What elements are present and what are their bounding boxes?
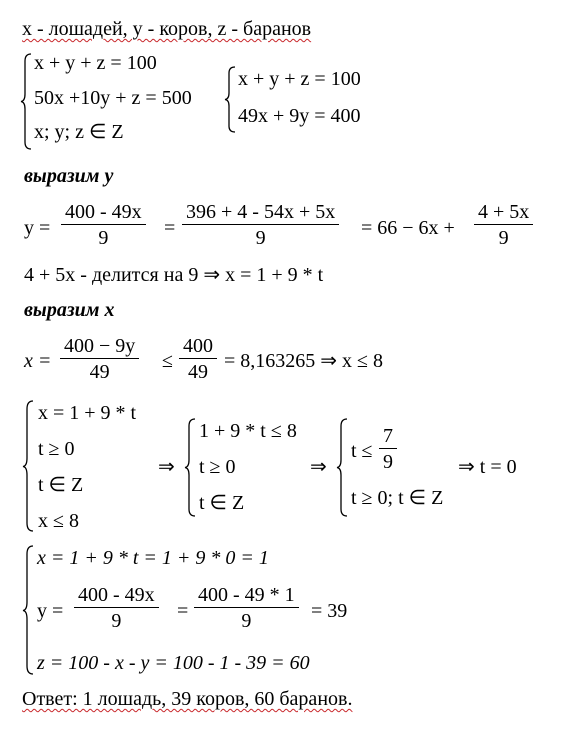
implies-arrow-1: ⇒ [158,456,175,478]
system3-y-fraction-1 [76,585,157,631]
system2-left-line-3: t ∈ Z [38,474,84,496]
fraction-denominator: 9 [182,224,339,248]
express-y-fraction-3 [476,202,531,248]
divisibility-statement: 4 + 5x - делится на 9 ⇒ x = 1 + 9 * t [24,264,324,286]
system1-eq2: 50x +10y + z = 500 [34,87,192,109]
express-x-lhs: x = [24,350,52,372]
system2-mid-line-3: t ∈ Z [199,492,245,514]
system2-result: ⇒ t = 0 [458,456,517,478]
system2-mid-line-1: 1 + 9 * t ≤ 8 [199,420,297,442]
fraction-numerator: 400 - 49 * 1 [198,584,295,606]
system2-right-line-2: t ≥ 0; t ∈ Z [351,487,444,509]
implies-arrow-2: ⇒ [310,456,327,478]
system3-y-lhs: y = [37,600,64,622]
variables-definition: x - лошадей, y - коров, z - баранов [22,18,312,40]
fraction-numerator: 400 − 9y [64,335,136,357]
fraction-numerator: 7 [383,425,393,447]
express-x-tail: = 8,163265 ⇒ x ≤ 8 [224,350,384,372]
express-x-fraction-1 [62,336,137,382]
system3-left-brace [23,545,35,675]
system2-left-line-2: t ≥ 0 [38,438,75,460]
system1-eq4: x + y + z = 100 [238,68,361,90]
fraction-numerator: 400 - 49x [65,201,142,223]
system2-right-brace [337,418,349,518]
fraction-numerator: 400 [183,335,213,357]
system1-right-brace [225,66,237,133]
answer-line: Ответ: 1 лошадь, 39 коров, 60 баранов. [22,688,353,710]
less-equal-sign: ≤ [162,350,173,372]
system1-eq5: 49x + 9y = 400 [238,105,361,127]
system2-left-line-4: x ≤ 8 [38,510,79,532]
express-x-fraction-2 [181,336,215,382]
system2-right-t-le: t ≤ [351,440,373,462]
fraction-denominator: 9 [74,607,159,631]
system2-mid-line-2: t ≥ 0 [199,456,236,478]
fraction-numerator: 4 + 5x [478,201,530,223]
system2-middle-brace [185,418,197,518]
equals-sign: = [177,600,189,622]
fraction-numerator: 396 + 4 - 54x + 5x [186,201,336,223]
system2-right-fraction [381,426,395,472]
system3-y-fraction-2 [196,585,297,631]
fraction-denominator: 9 [379,448,397,472]
express-x-heading: выразим x [24,299,115,321]
express-y-middle: = 66 − 6x + [361,217,455,239]
express-y-lhs: y = [24,217,51,239]
fraction-denominator: 9 [61,224,146,248]
system3-z-line: z = 100 - x - y = 100 - 1 - 39 = 60 [37,652,310,674]
system3-y-tail: = 39 [311,600,348,622]
fraction-denominator: 9 [194,607,299,631]
express-y-fraction-1 [63,202,144,248]
system1-left-brace [21,53,33,150]
fraction-denominator: 49 [60,358,139,382]
equals-sign: = [164,217,176,239]
fraction-denominator: 9 [474,224,533,248]
system2-left-brace [23,400,35,532]
fraction-numerator: 400 - 49x [78,584,155,606]
express-y-fraction-2 [184,202,337,248]
system2-left-line-1: x = 1 + 9 * t [38,402,137,424]
fraction-denominator: 49 [179,358,217,382]
system1-eq1: x + y + z = 100 [34,52,157,74]
express-y-heading: выразим y [24,165,114,187]
system1-eq3: x; y; z ∈ Z [34,121,124,143]
system3-x-line: x = 1 + 9 * t = 1 + 9 * 0 = 1 [37,547,269,569]
